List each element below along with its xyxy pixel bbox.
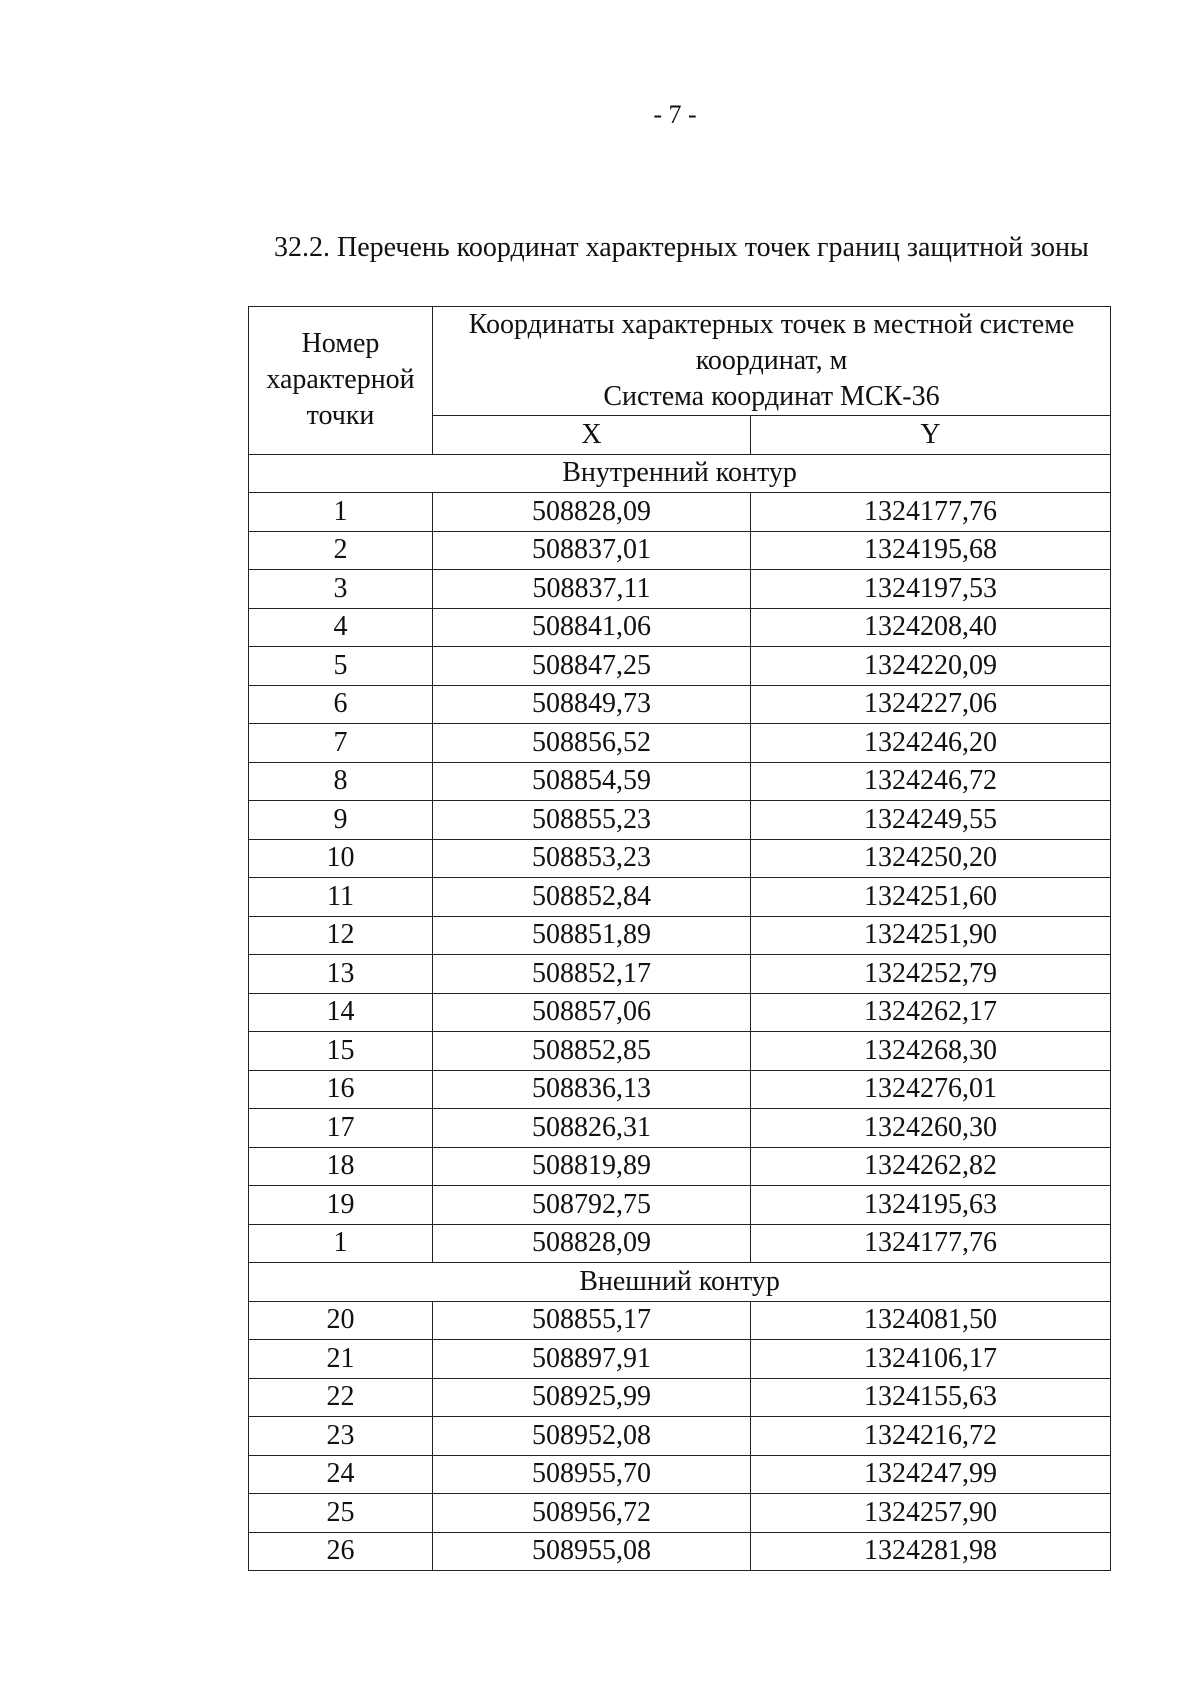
y-coordinate-cell: 1324195,68 bbox=[751, 531, 1111, 570]
table-row bbox=[249, 1494, 1111, 1533]
y-coordinate-cell: 1324227,06 bbox=[751, 685, 1111, 724]
x-coordinate-cell: 508956,72 bbox=[433, 1494, 751, 1533]
x-coordinate-cell: 508897,91 bbox=[433, 1340, 751, 1379]
point-number-cell: 20 bbox=[249, 1301, 433, 1340]
point-number-cell: 5 bbox=[249, 647, 433, 686]
header-row bbox=[249, 307, 1111, 416]
y-coordinate-cell: 1324262,82 bbox=[751, 1147, 1111, 1186]
y-coordinate-cell: 1324247,99 bbox=[751, 1455, 1111, 1494]
section-title: Внешний контур bbox=[249, 1263, 1111, 1302]
table-row bbox=[249, 724, 1111, 763]
x-coordinate-cell: 508955,08 bbox=[433, 1532, 751, 1571]
x-coordinate-cell: 508852,84 bbox=[433, 878, 751, 917]
y-coordinate-cell: 1324251,60 bbox=[751, 878, 1111, 917]
point-number-cell: 18 bbox=[249, 1147, 433, 1186]
table-row bbox=[249, 993, 1111, 1032]
y-coordinate-cell: 1324195,63 bbox=[751, 1186, 1111, 1225]
x-coordinate-cell: 508854,59 bbox=[433, 762, 751, 801]
x-coordinate-cell: 508851,89 bbox=[433, 916, 751, 955]
table-row bbox=[249, 1340, 1111, 1379]
point-number-cell: 14 bbox=[249, 993, 433, 1032]
table-row bbox=[249, 608, 1111, 647]
table-row bbox=[249, 1070, 1111, 1109]
table-row bbox=[249, 839, 1111, 878]
point-number-cell: 17 bbox=[249, 1109, 433, 1148]
table-row bbox=[249, 531, 1111, 570]
x-coordinate-cell: 508855,17 bbox=[433, 1301, 751, 1340]
x-coordinate-cell: 508837,11 bbox=[433, 570, 751, 609]
x-coordinate-cell: 508828,09 bbox=[433, 493, 751, 532]
y-coordinate-cell: 1324246,72 bbox=[751, 762, 1111, 801]
table-caption: 32.2. Перечень координат характерных точек границ защитной зоны bbox=[274, 232, 1089, 263]
coordinates-table-body bbox=[249, 307, 1111, 1571]
x-coordinate-cell: 508955,70 bbox=[433, 1455, 751, 1494]
table-row bbox=[249, 1532, 1111, 1571]
page-number: - 7 - bbox=[653, 100, 697, 129]
point-number-header bbox=[249, 307, 433, 455]
y-coordinate-cell: 1324251,90 bbox=[751, 916, 1111, 955]
y-coordinate-cell: 1324216,72 bbox=[751, 1417, 1111, 1456]
y-coordinate-cell: 1324252,79 bbox=[751, 955, 1111, 994]
coordinates-header-line: координат, м bbox=[695, 345, 848, 376]
point-number-cell: 21 bbox=[249, 1340, 433, 1379]
y-coordinate-cell: 1324177,76 bbox=[751, 1224, 1111, 1263]
point-number-cell: 9 bbox=[249, 801, 433, 840]
point-number-cell: 8 bbox=[249, 762, 433, 801]
x-coordinate-cell: 508792,75 bbox=[433, 1186, 751, 1225]
point-number-header-line: характерной bbox=[266, 364, 415, 396]
x-coordinate-cell: 508841,06 bbox=[433, 608, 751, 647]
point-number-cell: 11 bbox=[249, 878, 433, 917]
x-coordinate-cell: 508847,25 bbox=[433, 647, 751, 686]
point-number-header-line: Номер bbox=[301, 328, 380, 360]
y-coordinate-cell: 1324155,63 bbox=[751, 1378, 1111, 1417]
table-row bbox=[249, 1455, 1111, 1494]
point-number-cell: 16 bbox=[249, 1070, 433, 1109]
table-row bbox=[249, 1109, 1111, 1148]
x-coordinate-cell: 508855,23 bbox=[433, 801, 751, 840]
y-coordinate-cell: 1324208,40 bbox=[751, 608, 1111, 647]
y-coordinate-cell: 1324260,30 bbox=[751, 1109, 1111, 1148]
x-coordinate-cell: 508836,13 bbox=[433, 1070, 751, 1109]
table-row bbox=[249, 1147, 1111, 1186]
y-header: Y bbox=[751, 416, 1111, 455]
table-row bbox=[249, 916, 1111, 955]
table-row bbox=[249, 570, 1111, 609]
table-row bbox=[249, 762, 1111, 801]
section-row bbox=[249, 454, 1111, 493]
point-number-cell: 13 bbox=[249, 955, 433, 994]
table-row bbox=[249, 685, 1111, 724]
point-number-cell: 1 bbox=[249, 493, 433, 532]
table-row bbox=[249, 878, 1111, 917]
coordinates-header-line: Координаты характерных точек в местной системе bbox=[468, 309, 1075, 340]
table-row bbox=[249, 1032, 1111, 1071]
table-row bbox=[249, 955, 1111, 994]
point-number-cell: 26 bbox=[249, 1532, 433, 1571]
y-coordinate-cell: 1324177,76 bbox=[751, 493, 1111, 532]
y-coordinate-cell: 1324081,50 bbox=[751, 1301, 1111, 1340]
section-row bbox=[249, 1263, 1111, 1302]
point-number-cell: 4 bbox=[249, 608, 433, 647]
x-coordinate-cell: 508852,17 bbox=[433, 955, 751, 994]
coordinates-header-line: Система координат МСК-36 bbox=[603, 381, 940, 412]
x-coordinate-cell: 508857,06 bbox=[433, 993, 751, 1032]
point-number-cell: 19 bbox=[249, 1186, 433, 1225]
y-coordinate-cell: 1324257,90 bbox=[751, 1494, 1111, 1533]
point-number-cell: 1 bbox=[249, 1224, 433, 1263]
point-number-cell: 12 bbox=[249, 916, 433, 955]
point-number-cell: 23 bbox=[249, 1417, 433, 1456]
x-coordinate-cell: 508853,23 bbox=[433, 839, 751, 878]
y-coordinate-cell: 1324276,01 bbox=[751, 1070, 1111, 1109]
point-number-header-line: точки bbox=[306, 400, 375, 432]
y-coordinate-cell: 1324281,98 bbox=[751, 1532, 1111, 1571]
x-coordinate-cell: 508856,52 bbox=[433, 724, 751, 763]
point-number-cell: 22 bbox=[249, 1378, 433, 1417]
x-coordinate-cell: 508826,31 bbox=[433, 1109, 751, 1148]
y-coordinate-cell: 1324268,30 bbox=[751, 1032, 1111, 1071]
x-header: X bbox=[433, 416, 751, 455]
table-row bbox=[249, 647, 1111, 686]
coordinates-header bbox=[433, 307, 1111, 416]
x-coordinate-cell: 508925,99 bbox=[433, 1378, 751, 1417]
y-coordinate-cell: 1324250,20 bbox=[751, 839, 1111, 878]
x-coordinate-cell: 508828,09 bbox=[433, 1224, 751, 1263]
table-row bbox=[249, 1378, 1111, 1417]
y-coordinate-cell: 1324220,09 bbox=[751, 647, 1111, 686]
point-number-cell: 15 bbox=[249, 1032, 433, 1071]
y-coordinate-cell: 1324106,17 bbox=[751, 1340, 1111, 1379]
table-row bbox=[249, 1301, 1111, 1340]
table-row bbox=[249, 1417, 1111, 1456]
point-number-cell: 25 bbox=[249, 1494, 433, 1533]
table-row bbox=[249, 1186, 1111, 1225]
point-number-cell: 3 bbox=[249, 570, 433, 609]
table-row bbox=[249, 493, 1111, 532]
x-coordinate-cell: 508819,89 bbox=[433, 1147, 751, 1186]
point-number-cell: 7 bbox=[249, 724, 433, 763]
table-row bbox=[249, 801, 1111, 840]
y-coordinate-cell: 1324249,55 bbox=[751, 801, 1111, 840]
y-coordinate-cell: 1324262,17 bbox=[751, 993, 1111, 1032]
x-coordinate-cell: 508837,01 bbox=[433, 531, 751, 570]
point-number-cell: 24 bbox=[249, 1455, 433, 1494]
coordinates-table bbox=[248, 306, 1111, 1571]
point-number-cell: 10 bbox=[249, 839, 433, 878]
y-coordinate-cell: 1324246,20 bbox=[751, 724, 1111, 763]
x-coordinate-cell: 508849,73 bbox=[433, 685, 751, 724]
x-coordinate-cell: 508952,08 bbox=[433, 1417, 751, 1456]
point-number-cell: 6 bbox=[249, 685, 433, 724]
table-row bbox=[249, 1224, 1111, 1263]
section-title: Внутренний контур bbox=[249, 454, 1111, 493]
point-number-cell: 2 bbox=[249, 531, 433, 570]
y-coordinate-cell: 1324197,53 bbox=[751, 570, 1111, 609]
x-coordinate-cell: 508852,85 bbox=[433, 1032, 751, 1071]
